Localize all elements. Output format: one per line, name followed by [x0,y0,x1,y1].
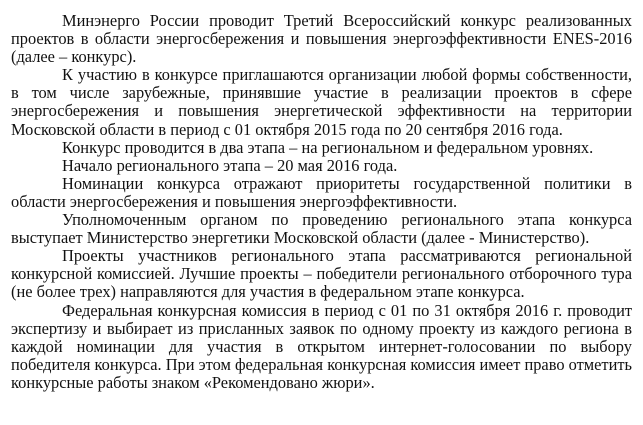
paragraph-authority: Уполномоченным органом по проведению регионального этапа конкурса выступает Министерство энергетики Московской области (далее - Министерство). [11,210,632,248]
paragraph-regional-commission: Проекты участников регионального этапа рассматриваются региональной конкурсной комиссией. Лучшие проекты – победители регионального отборочного тура (не более трех) направляются для участия в федеральном этапе конкурса. [11,246,632,302]
paragraph-federal-commission: Федеральная конкурсная комиссия в период с 01 по 31 октября 2016 г. проводит экспертизу и выбирает из присланных заявок по одному проекту из каждого региона в каждой номинации для участия в открытом интернет-голосовании по выбору победителя конкурса. При этом федеральная конкурсная комиссия имеет право отметить конкурсные работы знаком «Рекомендовано жюри». [11,300,632,392]
paragraph-intro: Минэнерго России проводит Третий Всероссийский конкурс реализованных проектов в области энергосбережения и повышения энергоэффективности ENES-2016 (далее – конкурс). [11,11,632,67]
paragraph-participants: К участию в конкурсе приглашаются организации любой формы собственности, в том числе зарубежные, принявшие участие в реализации проектов в сфере энергосбережения и повышения энергетической эффективности на территории Московской области в период с 01 октября 2015 года по 20 сентября 2016 года. [11,65,632,139]
paragraph-nominations: Номинации конкурса отражают приоритеты государственной политики в области энергосбережения и повышения энергоэффективности. [11,173,632,211]
paragraph-regional-start: Начало регионального этапа – 20 мая 2016 года. [62,155,398,175]
paragraph-stages: Конкурс проводится в два этапа – на региональном и федеральном уровнях. [62,137,594,157]
